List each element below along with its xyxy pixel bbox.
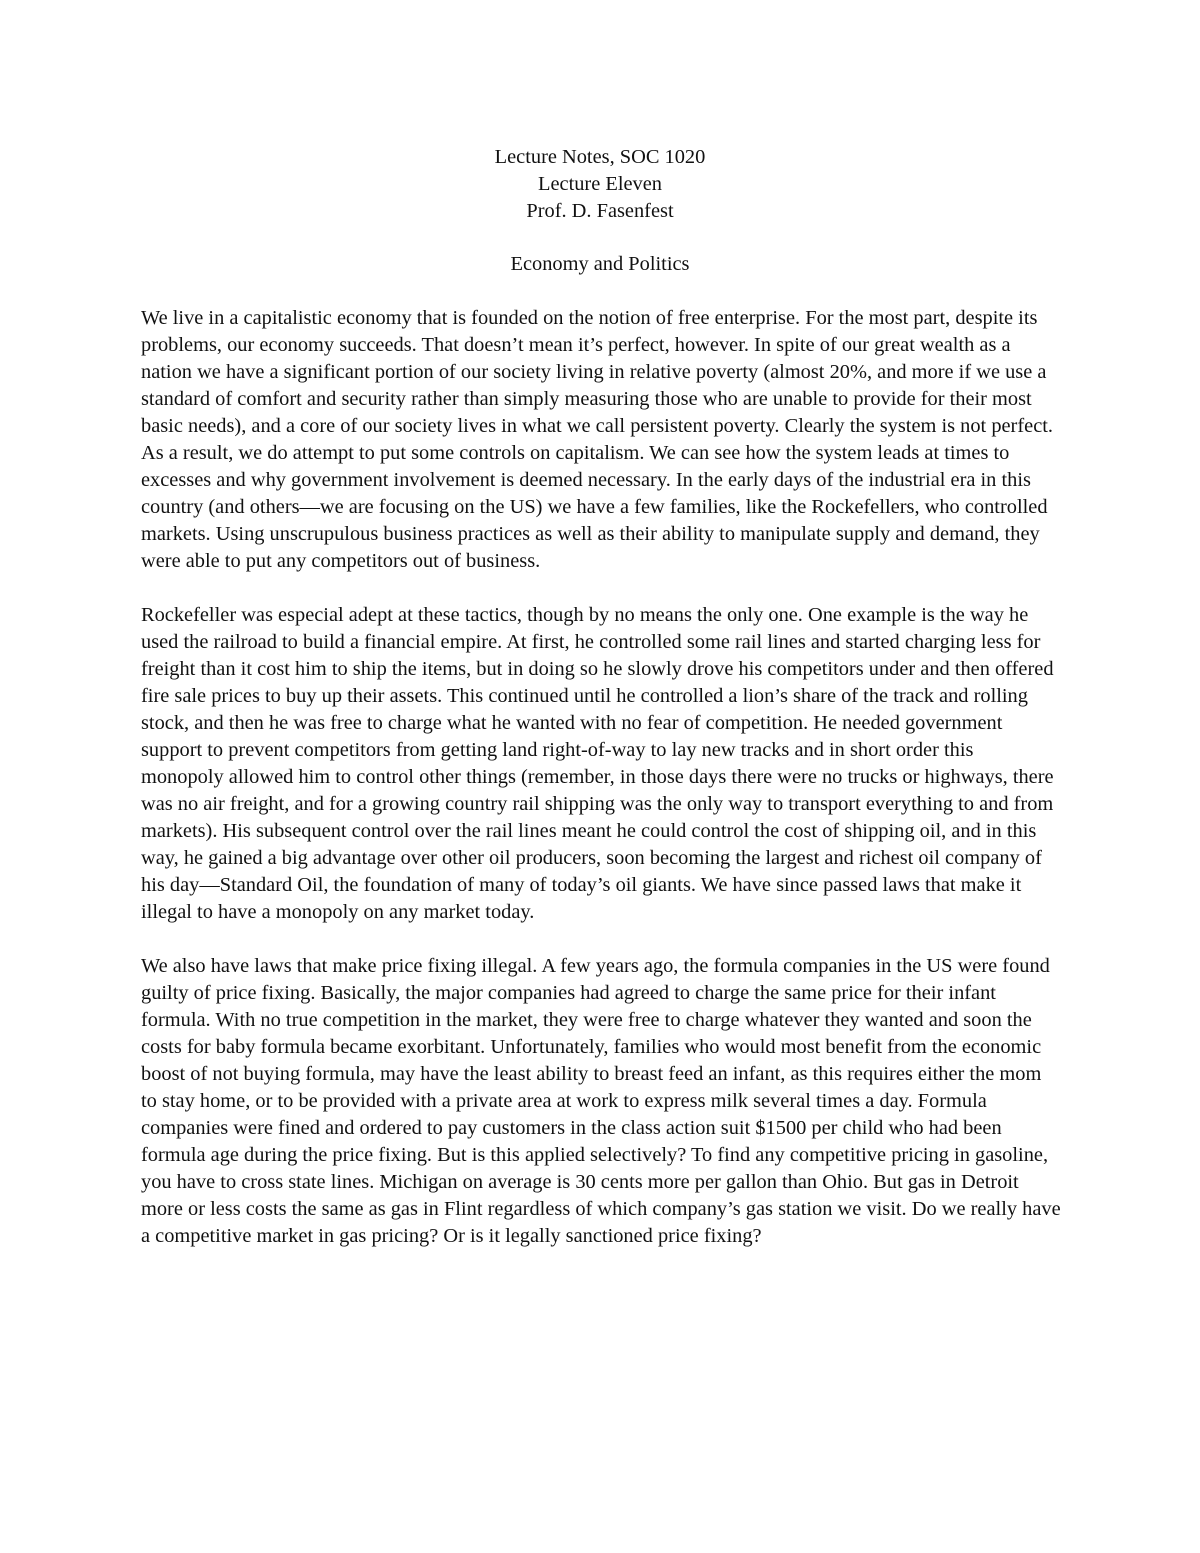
paragraph-3: We also have laws that make price fixing illegal. A few years ago, the formula companies in the US were found guilty of price fixing. Basically, the major companies had agreed to charge the same price for their infant formula. With no true competition in the market, they were free to charge whatever they wanted and soon the costs for baby formula became exorbitant. Unfortunately, families who would most benefit from the economic boost of not buying formula, may have the least ability to breast feed an infant, as this requires either the mom to stay home, or to be provided with a private area at work to express milk several times a day. Formula companies were fined and ordered to pay customers in the class action suit $1500 per child who had been formula age during the price fixing. But is this applied selectively? To find any competitive pricing in gasoline, you have to cross state lines. Michigan on average is 30 cents more per gallon than Ohio. But gas in Detroit more or less costs the same as gas in Flint regardless of which company’s gas station we visit. Do we really have a competitive market in gas pricing? Or is it legally sanctioned price fixing? — [141, 955, 1061, 1247]
professor-name: Prof. D. Fasenfest — [526, 200, 674, 222]
paragraph-2: Rockefeller was especial adept at these tactics, though by no means the only one. One example is the way he used the railroad to build a financial empire. At first, he controlled some rail lines and started charging less for freight than it cost him to ship the items, but in doing so he slowly drove his competitors under and then offered fire sale prices to buy up their assets. This continued until he controlled a lion’s share of the track and rolling stock, and then he was free to charge what he wanted with no fear of competition. He needed government support to prevent competitors from getting land right-of-way to lay new tracks and in short order this monopoly allowed him to control other things (remember, in those days there were no trucks or highways, there was no air freight, and for a growing country rail shipping was the only way to transport everything to and from markets). His subsequent control over the rail lines meant he could control the cost of shipping oil, and in this way, he gained a big advantage over other oil producers, soon becoming the largest and richest oil company of his day—Standard Oil, the foundation of many of today’s oil giants. We have since passed laws that make it illegal to have a monopoly on any market today. — [141, 604, 1054, 923]
document-header — [0, 144, 1200, 225]
lecture-number: Lecture Eleven — [538, 173, 662, 195]
course-title: Lecture Notes, SOC 1020 — [494, 146, 706, 168]
paragraph-1: We live in a capitalistic economy that is founded on the notion of free enterprise. For the most part, despite its problems, our economy succeeds. That doesn’t mean it’s perfect, however. In spite of our great wealth as a nation we have a significant portion of our society living in relative poverty (almost 20%, and more if we use a standard of comfort and security rather than simply measuring those who are unable to provide for their most basic needs), and a core of our society lives in what we call persistent poverty. Clearly the system is not perfect. As a result, we do attempt to put some controls on capitalism. We can see how the system leads at times to excesses and why government involvement is deemed necessary. In the early days of the industrial era in this country (and others—we are focusing on the US) we have a few families, like the Rockefellers, who controlled markets. Using unscrupulous business practices as well as their ability to manipulate supply and demand, they were able to put any competitors out of business. — [141, 307, 1054, 572]
document-body — [141, 305, 1061, 1277]
lecture-subject: Economy and Politics — [510, 253, 690, 275]
